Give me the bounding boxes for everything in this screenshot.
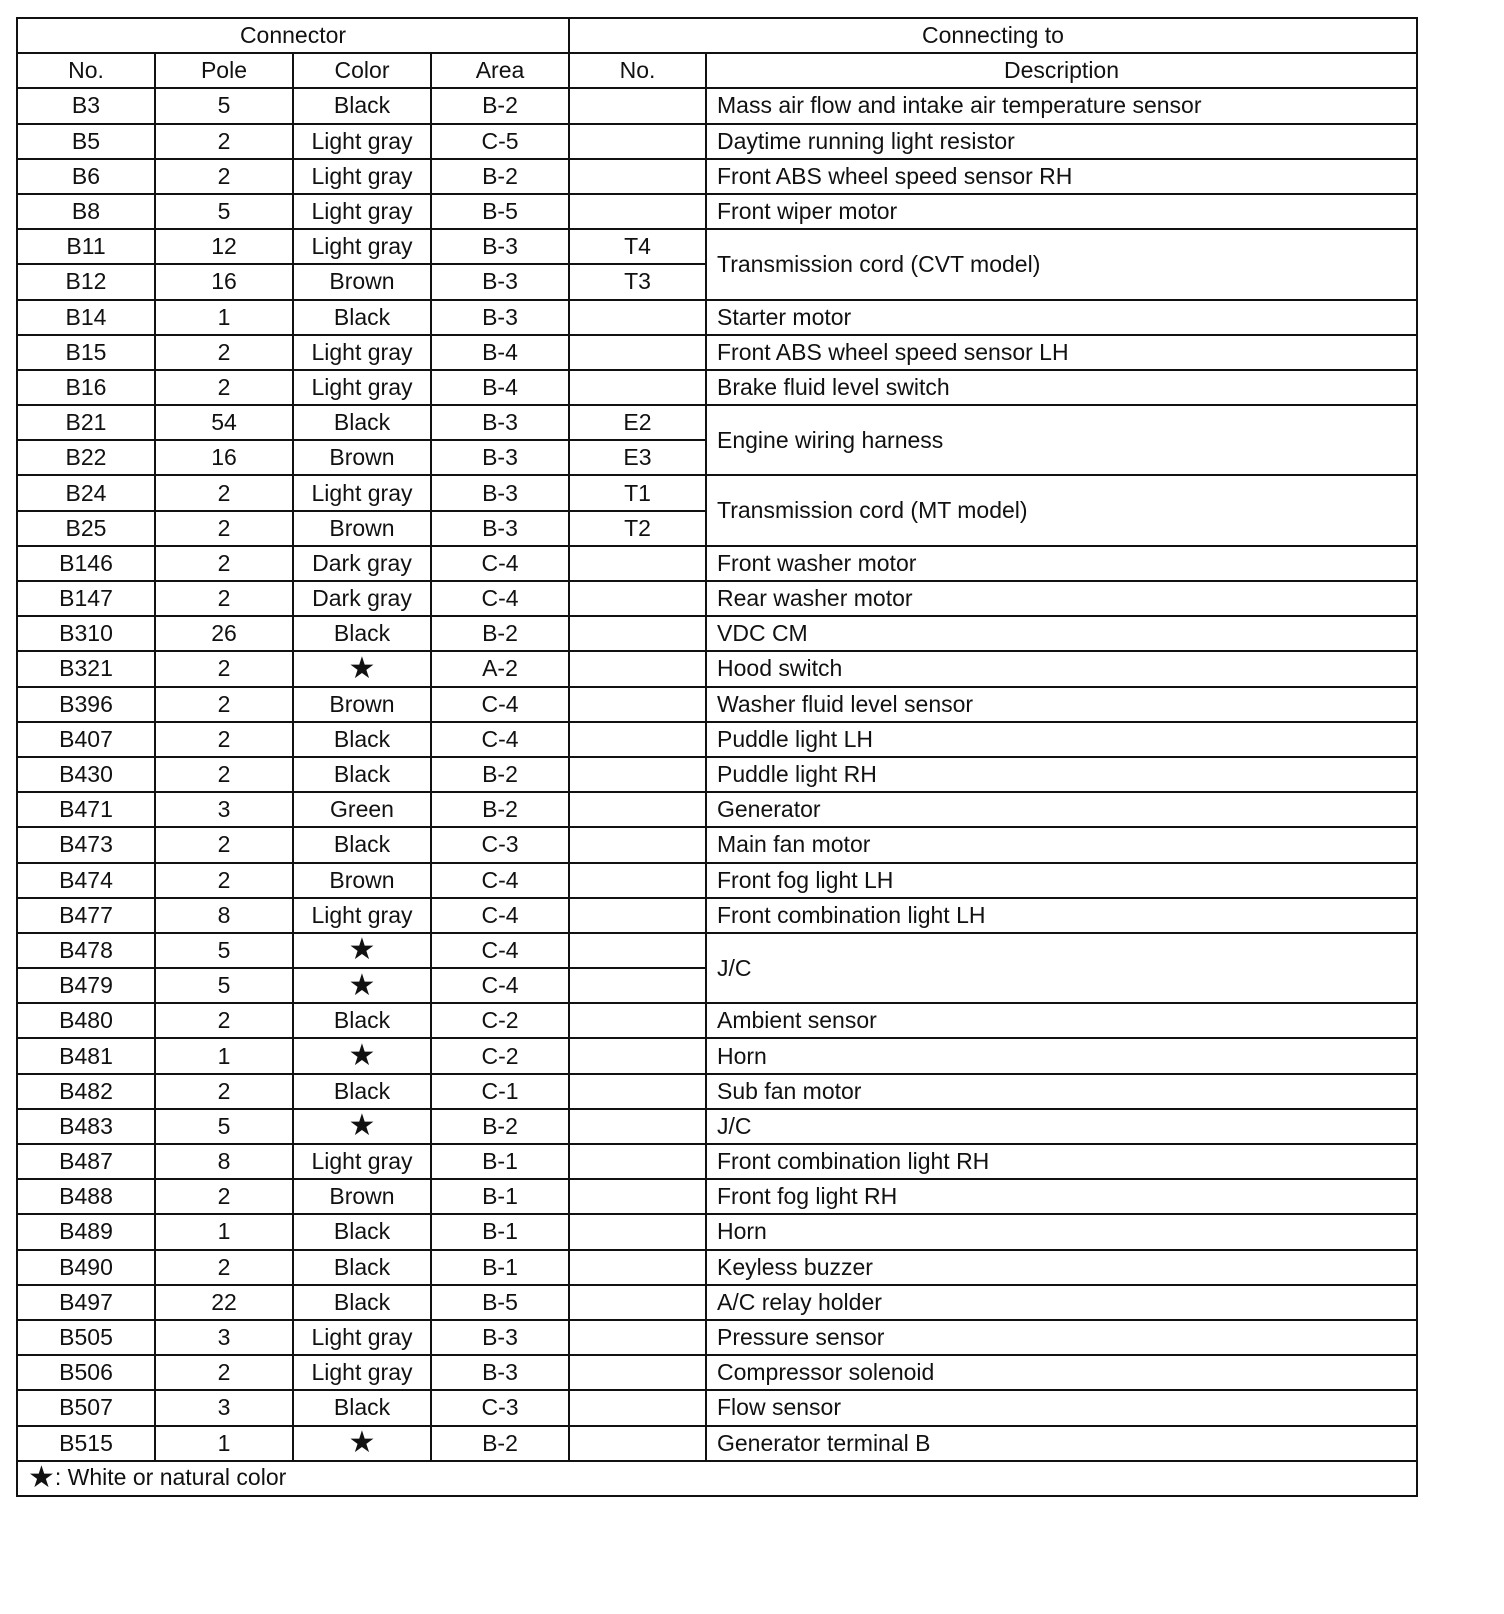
- connecting-no-cell: E2: [569, 405, 706, 440]
- area-cell: B-3: [431, 405, 569, 440]
- description-cell: Mass air flow and intake air temperature sensor: [706, 88, 1417, 123]
- table-row: [17, 1109, 1417, 1144]
- area-cell: C-4: [431, 687, 569, 722]
- pole-cell: 2: [155, 722, 293, 757]
- connector-no-cell: B5: [17, 124, 155, 159]
- pole-cell: 2: [155, 370, 293, 405]
- connecting-no-cell: [569, 1214, 706, 1249]
- color-cell: Light gray: [293, 335, 431, 370]
- connecting-no-cell: [569, 792, 706, 827]
- area-cell: B-1: [431, 1179, 569, 1214]
- pole-cell: 3: [155, 1390, 293, 1425]
- connecting-no-cell: T4: [569, 229, 706, 264]
- connecting-no-cell: [569, 300, 706, 335]
- color-cell: Black: [293, 1390, 431, 1425]
- pole-cell: 1: [155, 1426, 293, 1461]
- pole-cell: 8: [155, 1144, 293, 1179]
- description-cell: Keyless buzzer: [706, 1250, 1417, 1285]
- description-cell: Horn: [706, 1038, 1417, 1073]
- description-cell: Front ABS wheel speed sensor RH: [706, 159, 1417, 194]
- star-icon: ★: [348, 651, 376, 685]
- color-cell: Dark gray: [293, 581, 431, 616]
- pole-cell: 1: [155, 300, 293, 335]
- area-cell: B-3: [431, 300, 569, 335]
- color-cell: Black: [293, 827, 431, 862]
- color-cell: Dark gray: [293, 546, 431, 581]
- table-row: [17, 88, 1417, 123]
- connector-no-cell: B12: [17, 264, 155, 299]
- area-cell: B-1: [431, 1144, 569, 1179]
- legend-text: : White or natural color: [54, 1464, 287, 1491]
- star-icon: ★: [348, 968, 376, 1002]
- table-row: [17, 475, 1417, 510]
- area-cell: C-5: [431, 124, 569, 159]
- connecting-no-cell: [569, 757, 706, 792]
- table-row: [17, 1390, 1417, 1425]
- connecting-no-cell: [569, 546, 706, 581]
- table-row: [17, 898, 1417, 933]
- table-row: [17, 405, 1417, 440]
- area-cell: C-4: [431, 581, 569, 616]
- color-cell: Black: [293, 722, 431, 757]
- connecting-no-cell: E3: [569, 440, 706, 475]
- star-icon: ★: [348, 1039, 376, 1073]
- connecting-no-cell: [569, 370, 706, 405]
- color-cell: Brown: [293, 687, 431, 722]
- connecting-no-cell: T3: [569, 264, 706, 299]
- table-row: [17, 194, 1417, 229]
- connector-no-cell: B479: [17, 968, 155, 1003]
- area-cell: C-3: [431, 1390, 569, 1425]
- description-cell: Daytime running light resistor: [706, 124, 1417, 159]
- pole-cell: 1: [155, 1214, 293, 1249]
- description-cell: Sub fan motor: [706, 1074, 1417, 1109]
- description-cell: Ambient sensor: [706, 1003, 1417, 1038]
- column-header-no: No.: [17, 53, 155, 88]
- area-cell: B-2: [431, 1109, 569, 1144]
- color-cell: Black: [293, 1003, 431, 1038]
- star-icon: ★: [348, 933, 376, 967]
- connecting-no-cell: [569, 88, 706, 123]
- connector-no-cell: B11: [17, 229, 155, 264]
- pole-cell: 16: [155, 440, 293, 475]
- pole-cell: 2: [155, 581, 293, 616]
- area-cell: B-1: [431, 1250, 569, 1285]
- table-row: [17, 546, 1417, 581]
- table-row: [17, 616, 1417, 651]
- table-row: [17, 1214, 1417, 1249]
- table-row: [17, 1003, 1417, 1038]
- color-cell: Brown: [293, 863, 431, 898]
- area-cell: B-3: [431, 475, 569, 510]
- column-header-color: Color: [293, 53, 431, 88]
- connecting-no-cell: T2: [569, 511, 706, 546]
- pole-cell: 26: [155, 616, 293, 651]
- table-row: [17, 1074, 1417, 1109]
- description-cell: A/C relay holder: [706, 1285, 1417, 1320]
- connector-no-cell: B478: [17, 933, 155, 968]
- area-cell: C-4: [431, 933, 569, 968]
- description-cell: Flow sensor: [706, 1390, 1417, 1425]
- connecting-no-cell: [569, 722, 706, 757]
- pole-cell: 12: [155, 229, 293, 264]
- connector-no-cell: B430: [17, 757, 155, 792]
- description-cell: Engine wiring harness: [706, 405, 1417, 475]
- color-cell: Light gray: [293, 1320, 431, 1355]
- connector-no-cell: B321: [17, 651, 155, 686]
- color-cell: [293, 933, 431, 968]
- pole-cell: 5: [155, 933, 293, 968]
- connecting-no-cell: [569, 1426, 706, 1461]
- pole-cell: 2: [155, 1074, 293, 1109]
- connecting-no-cell: T1: [569, 475, 706, 510]
- table-row: [17, 1144, 1417, 1179]
- table-row: [17, 1320, 1417, 1355]
- table-row: [17, 300, 1417, 335]
- description-cell: Puddle light RH: [706, 757, 1417, 792]
- area-cell: B-5: [431, 194, 569, 229]
- pole-cell: 2: [155, 827, 293, 862]
- legend: [17, 1461, 1417, 1496]
- connector-no-cell: B515: [17, 1426, 155, 1461]
- color-cell: [293, 651, 431, 686]
- table-row: [17, 370, 1417, 405]
- description-cell: Main fan motor: [706, 827, 1417, 862]
- table-row: [17, 124, 1417, 159]
- pole-cell: 1: [155, 1038, 293, 1073]
- color-cell: Light gray: [293, 1144, 431, 1179]
- pole-cell: 2: [155, 1355, 293, 1390]
- color-cell: Black: [293, 1074, 431, 1109]
- connector-no-cell: B477: [17, 898, 155, 933]
- area-cell: B-3: [431, 440, 569, 475]
- connector-table: [16, 17, 1418, 1497]
- area-cell: A-2: [431, 651, 569, 686]
- pole-cell: 2: [155, 687, 293, 722]
- area-cell: B-2: [431, 1426, 569, 1461]
- area-cell: B-3: [431, 229, 569, 264]
- area-cell: C-4: [431, 898, 569, 933]
- connector-no-cell: B15: [17, 335, 155, 370]
- table-row: [17, 1250, 1417, 1285]
- color-cell: Green: [293, 792, 431, 827]
- description-cell: Front fog light LH: [706, 863, 1417, 898]
- connecting-no-cell: [569, 687, 706, 722]
- area-cell: C-4: [431, 546, 569, 581]
- color-cell: Brown: [293, 511, 431, 546]
- pole-cell: 5: [155, 88, 293, 123]
- color-cell: Black: [293, 757, 431, 792]
- table-row: [17, 651, 1417, 686]
- connector-no-cell: B507: [17, 1390, 155, 1425]
- area-cell: C-4: [431, 722, 569, 757]
- connecting-no-cell: [569, 616, 706, 651]
- connector-no-cell: B490: [17, 1250, 155, 1285]
- table-row: [17, 827, 1417, 862]
- legend-row: [17, 1461, 1417, 1496]
- pole-cell: 3: [155, 1320, 293, 1355]
- description-cell: J/C: [706, 933, 1417, 1003]
- color-cell: Light gray: [293, 898, 431, 933]
- description-cell: Front fog light RH: [706, 1179, 1417, 1214]
- area-cell: B-3: [431, 264, 569, 299]
- description-cell: VDC CM: [706, 616, 1417, 651]
- color-cell: [293, 1426, 431, 1461]
- pole-cell: 2: [155, 335, 293, 370]
- color-cell: [293, 1109, 431, 1144]
- table-row: [17, 581, 1417, 616]
- connector-no-cell: B310: [17, 616, 155, 651]
- connector-group-header: Connector: [17, 18, 569, 53]
- area-cell: B-2: [431, 159, 569, 194]
- description-cell: Hood switch: [706, 651, 1417, 686]
- connector-no-cell: B482: [17, 1074, 155, 1109]
- table-row: [17, 1179, 1417, 1214]
- color-cell: Black: [293, 405, 431, 440]
- connecting-no-cell: [569, 194, 706, 229]
- area-cell: B-3: [431, 1355, 569, 1390]
- connector-no-cell: B471: [17, 792, 155, 827]
- area-cell: C-2: [431, 1003, 569, 1038]
- connector-no-cell: B22: [17, 440, 155, 475]
- connector-no-cell: B480: [17, 1003, 155, 1038]
- area-cell: C-1: [431, 1074, 569, 1109]
- connector-no-cell: B474: [17, 863, 155, 898]
- area-cell: B-3: [431, 1320, 569, 1355]
- description-cell: Front combination light LH: [706, 898, 1417, 933]
- column-header-pole: Pole: [155, 53, 293, 88]
- connecting-no-cell: [569, 335, 706, 370]
- color-cell: Light gray: [293, 1355, 431, 1390]
- table-row: [17, 1355, 1417, 1390]
- connector-no-cell: B506: [17, 1355, 155, 1390]
- description-cell: Brake fluid level switch: [706, 370, 1417, 405]
- connecting-no-cell: [569, 1109, 706, 1144]
- pole-cell: 2: [155, 1179, 293, 1214]
- connector-no-cell: B147: [17, 581, 155, 616]
- description-cell: Rear washer motor: [706, 581, 1417, 616]
- connecting-no-cell: [569, 651, 706, 686]
- connector-no-cell: B481: [17, 1038, 155, 1073]
- description-cell: Front washer motor: [706, 546, 1417, 581]
- group-header-row: [17, 18, 1417, 53]
- color-cell: Black: [293, 1214, 431, 1249]
- area-cell: B-2: [431, 616, 569, 651]
- area-cell: C-3: [431, 827, 569, 862]
- pole-cell: 2: [155, 511, 293, 546]
- connector-no-cell: B473: [17, 827, 155, 862]
- pole-cell: 54: [155, 405, 293, 440]
- area-cell: C-4: [431, 968, 569, 1003]
- table-row: [17, 933, 1417, 968]
- description-cell: Compressor solenoid: [706, 1355, 1417, 1390]
- color-cell: Black: [293, 1250, 431, 1285]
- pole-cell: 2: [155, 1003, 293, 1038]
- connector-no-cell: B6: [17, 159, 155, 194]
- connector-no-cell: B497: [17, 1285, 155, 1320]
- description-cell: Front wiper motor: [706, 194, 1417, 229]
- connecting-no-cell: [569, 1320, 706, 1355]
- table-row: [17, 687, 1417, 722]
- column-header-description: Description: [706, 53, 1417, 88]
- table-row: [17, 757, 1417, 792]
- area-cell: C-4: [431, 863, 569, 898]
- color-cell: Light gray: [293, 475, 431, 510]
- connecting-no-cell: [569, 124, 706, 159]
- connector-no-cell: B505: [17, 1320, 155, 1355]
- description-cell: Starter motor: [706, 300, 1417, 335]
- table-row: [17, 159, 1417, 194]
- column-header-connecting-no: No.: [569, 53, 706, 88]
- connecting-no-cell: [569, 1074, 706, 1109]
- table-row: [17, 863, 1417, 898]
- area-cell: B-2: [431, 757, 569, 792]
- table-body: [17, 88, 1417, 1460]
- color-cell: Light gray: [293, 229, 431, 264]
- connecting-no-cell: [569, 1038, 706, 1073]
- color-cell: Light gray: [293, 194, 431, 229]
- color-cell: Light gray: [293, 159, 431, 194]
- pole-cell: 22: [155, 1285, 293, 1320]
- connector-no-cell: B146: [17, 546, 155, 581]
- area-cell: B-4: [431, 370, 569, 405]
- table-row: [17, 1038, 1417, 1073]
- connector-no-cell: B25: [17, 511, 155, 546]
- description-cell: Generator: [706, 792, 1417, 827]
- color-cell: [293, 1038, 431, 1073]
- color-cell: [293, 968, 431, 1003]
- connecting-to-group-header: Connecting to: [569, 18, 1417, 53]
- connector-no-cell: B483: [17, 1109, 155, 1144]
- star-icon: ★: [28, 1461, 55, 1495]
- description-cell: Transmission cord (MT model): [706, 475, 1417, 545]
- table-row: [17, 335, 1417, 370]
- table-row: [17, 722, 1417, 757]
- pole-cell: 5: [155, 968, 293, 1003]
- connecting-no-cell: [569, 1390, 706, 1425]
- pole-cell: 8: [155, 898, 293, 933]
- table-row: [17, 229, 1417, 264]
- connector-no-cell: B407: [17, 722, 155, 757]
- connector-no-cell: B14: [17, 300, 155, 335]
- connecting-no-cell: [569, 581, 706, 616]
- connecting-no-cell: [569, 827, 706, 862]
- connecting-no-cell: [569, 898, 706, 933]
- connecting-no-cell: [569, 1179, 706, 1214]
- color-cell: Black: [293, 88, 431, 123]
- color-cell: Black: [293, 616, 431, 651]
- area-cell: B-5: [431, 1285, 569, 1320]
- description-cell: Puddle light LH: [706, 722, 1417, 757]
- connector-no-cell: B3: [17, 88, 155, 123]
- column-header-area: Area: [431, 53, 569, 88]
- connecting-no-cell: [569, 863, 706, 898]
- connecting-no-cell: [569, 1250, 706, 1285]
- color-cell: Black: [293, 300, 431, 335]
- connecting-no-cell: [569, 1355, 706, 1390]
- pole-cell: 3: [155, 792, 293, 827]
- description-cell: J/C: [706, 1109, 1417, 1144]
- table-row: [17, 1426, 1417, 1461]
- area-cell: B-3: [431, 511, 569, 546]
- color-cell: Light gray: [293, 370, 431, 405]
- connecting-no-cell: [569, 1285, 706, 1320]
- connector-no-cell: B488: [17, 1179, 155, 1214]
- color-cell: Black: [293, 1285, 431, 1320]
- description-cell: Front combination light RH: [706, 1144, 1417, 1179]
- connecting-no-cell: [569, 1144, 706, 1179]
- pole-cell: 5: [155, 1109, 293, 1144]
- pole-cell: 2: [155, 159, 293, 194]
- connecting-no-cell: [569, 968, 706, 1003]
- area-cell: C-2: [431, 1038, 569, 1073]
- description-cell: Horn: [706, 1214, 1417, 1249]
- area-cell: B-1: [431, 1214, 569, 1249]
- color-cell: Light gray: [293, 124, 431, 159]
- connector-no-cell: B487: [17, 1144, 155, 1179]
- connector-no-cell: B24: [17, 475, 155, 510]
- table-row: [17, 792, 1417, 827]
- pole-cell: 16: [155, 264, 293, 299]
- column-header-row: [17, 53, 1417, 88]
- connector-no-cell: B21: [17, 405, 155, 440]
- color-cell: Brown: [293, 1179, 431, 1214]
- connector-no-cell: B8: [17, 194, 155, 229]
- connector-no-cell: B396: [17, 687, 155, 722]
- color-cell: Brown: [293, 440, 431, 475]
- pole-cell: 2: [155, 1250, 293, 1285]
- table-row: [17, 1285, 1417, 1320]
- pole-cell: 2: [155, 757, 293, 792]
- connector-no-cell: B489: [17, 1214, 155, 1249]
- pole-cell: 2: [155, 124, 293, 159]
- description-cell: Transmission cord (CVT model): [706, 229, 1417, 299]
- pole-cell: 5: [155, 194, 293, 229]
- area-cell: B-2: [431, 792, 569, 827]
- connecting-no-cell: [569, 933, 706, 968]
- connecting-no-cell: [569, 1003, 706, 1038]
- pole-cell: 2: [155, 546, 293, 581]
- star-icon: ★: [348, 1109, 376, 1143]
- description-cell: Generator terminal B: [706, 1426, 1417, 1461]
- connecting-no-cell: [569, 159, 706, 194]
- area-cell: B-4: [431, 335, 569, 370]
- pole-cell: 2: [155, 863, 293, 898]
- star-icon: ★: [348, 1426, 376, 1460]
- description-cell: Front ABS wheel speed sensor LH: [706, 335, 1417, 370]
- area-cell: B-2: [431, 88, 569, 123]
- color-cell: Brown: [293, 264, 431, 299]
- pole-cell: 2: [155, 651, 293, 686]
- description-cell: Washer fluid level sensor: [706, 687, 1417, 722]
- pole-cell: 2: [155, 475, 293, 510]
- description-cell: Pressure sensor: [706, 1320, 1417, 1355]
- connector-no-cell: B16: [17, 370, 155, 405]
